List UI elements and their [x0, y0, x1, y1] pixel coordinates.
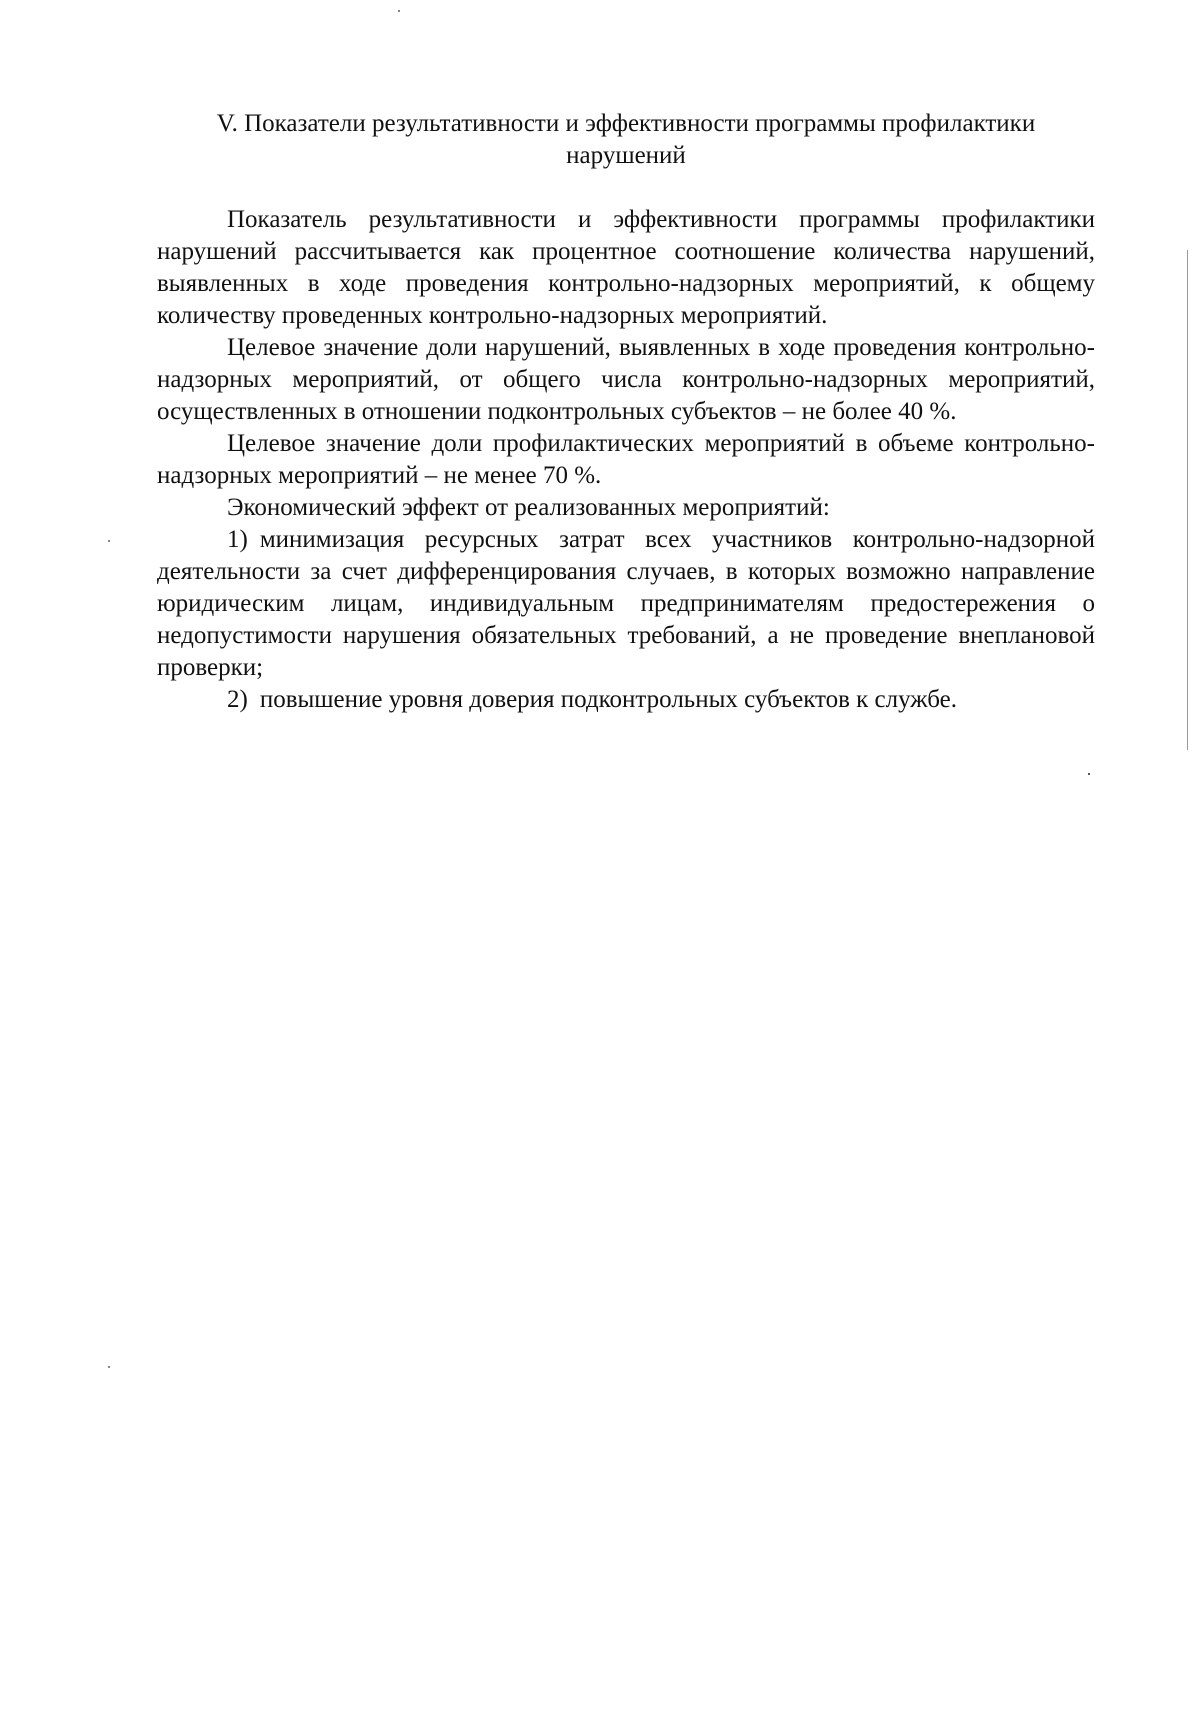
scan-line-artifact — [1187, 250, 1188, 750]
section-heading: V. Показатели результативности и эффективности программы профилактики нарушений — [216, 110, 1036, 169]
scan-speck-artifact — [108, 1366, 110, 1368]
paragraph: Целевое значение доли нарушений, выявленных в ходе проведения контрольно-надзорных мероприятий, от общего числа контрольно-надзорных мероприятий, осуществленных в отношении подконтрольных субъектов – не более 40 %. — [157, 334, 1095, 425]
scan-speck-artifact — [108, 540, 110, 542]
scan-speck-artifact — [398, 10, 400, 12]
paragraph: Экономический эффект от реализованных мероприятий: — [227, 494, 830, 521]
paragraph: Целевое значение доли профилактических мероприятий в объеме контрольно-надзорных мероприятий – не менее 70 %. — [157, 430, 1095, 489]
list-item — [157, 524, 1095, 684]
list-item-number: 2) — [227, 686, 248, 713]
scan-speck-artifact — [1088, 773, 1090, 775]
document-body — [157, 108, 1095, 716]
list-item-text: повышение уровня доверия подконтрольных субъектов к службе. — [259, 686, 957, 713]
list-item — [157, 684, 1095, 716]
list-item-number: 1) — [227, 526, 248, 553]
paragraph: Показатель результативности и эффективности программы профилактики нарушений рассчитывается как процентное соотношение количества нарушений, выявленных в ходе проведения контрольно-надзорных мероприятий, к общему количеству проведенных контрольно-надзорных мероприятий. — [157, 206, 1095, 329]
list-item-text: минимизация ресурсных затрат всех участников контрольно-надзорной деятельности за счет дифференцирования случаев, в которых возможно направление юридическим лицам, индивидуальным предпринимателям предостережения о недопустимости нарушения обязательных требований, а не проведение внеплановой проверки; — [157, 526, 1095, 681]
